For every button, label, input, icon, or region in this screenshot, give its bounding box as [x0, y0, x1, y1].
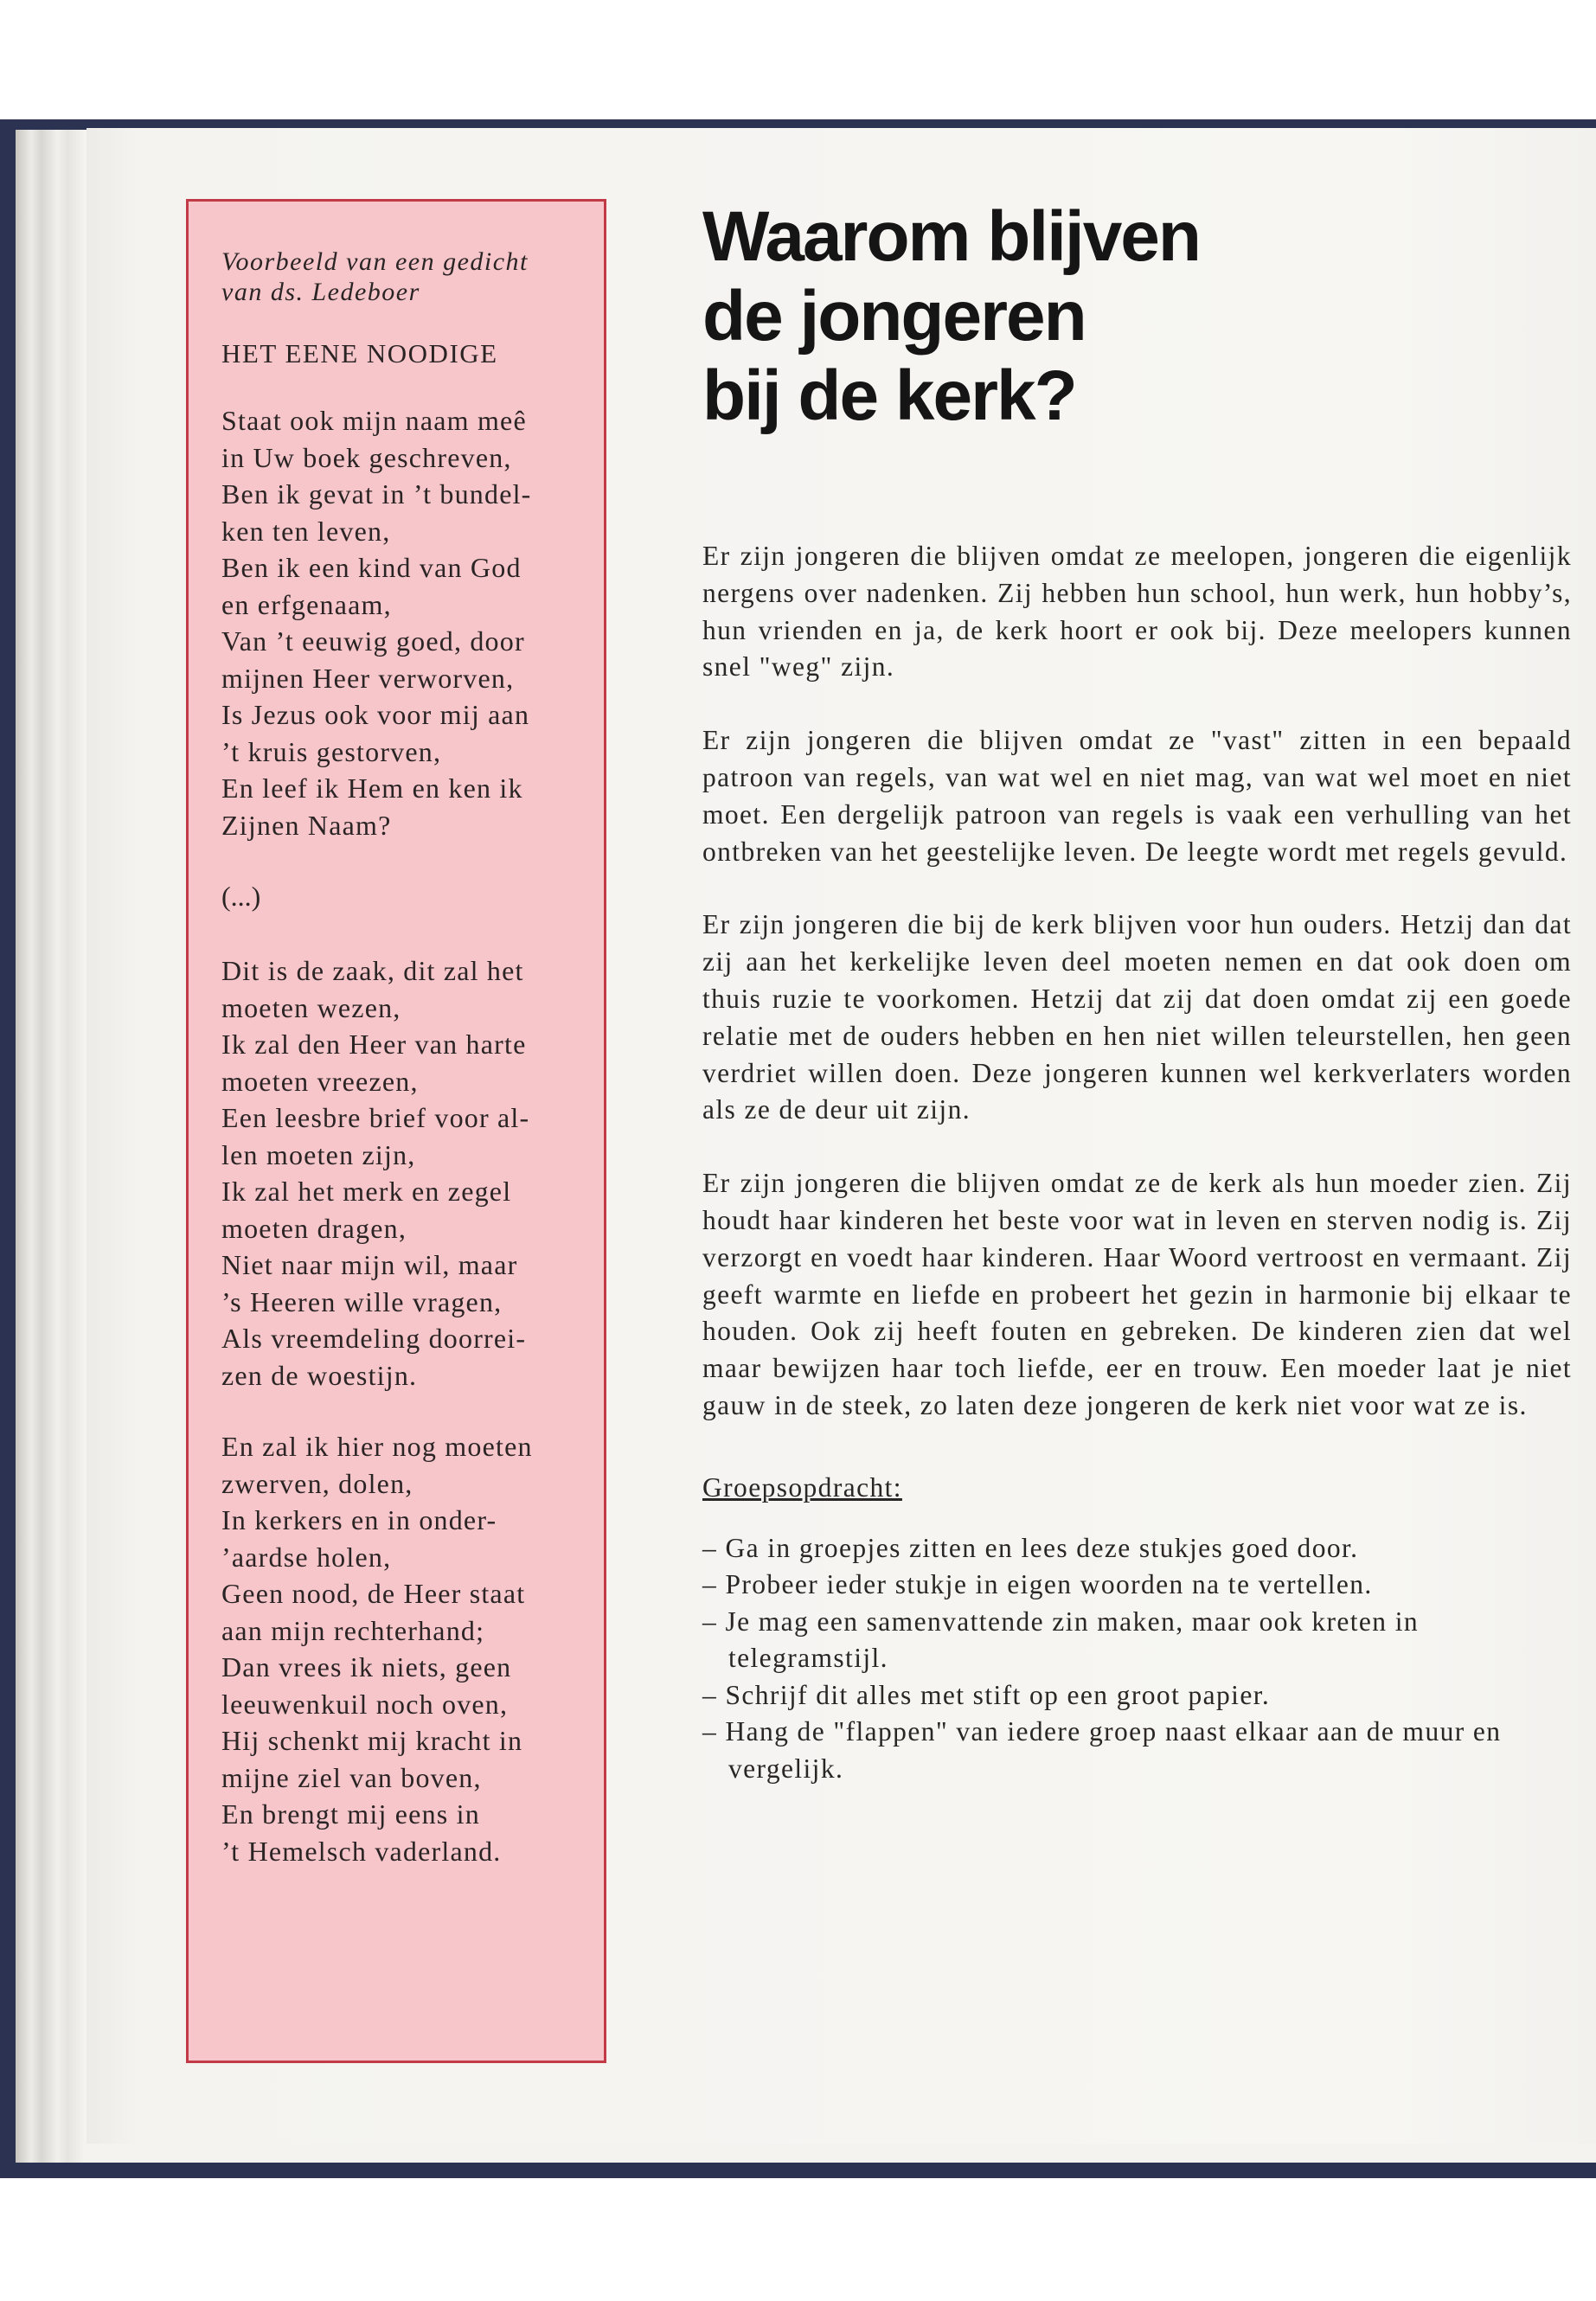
- paragraph-ouders: Er zijn jongeren die bij de kerk blijven voor hun ouders. Hetzij dan dat zij aan het kerkelijke leven deel moeten nemen en dat ook doen om thuis ruzie te voorkomen. Hetzij dat zij dat doen omdat zij een goede relatie met de ouders hebben en hen niet willen teleurstellen, hen geen verdriet willen doen. Deze jongeren kunnen wel kerkverlaters worden als ze de deur uit zijn.: [702, 909, 1572, 1125]
- poem-stanza-3: En zal ik hier nog moeten zwerven, dolen, In kerkers en in onder- ’aardse holen, Geen nood, de Heer staat aan mijn rechterhand; Dan vrees ik niets, geen leeuwenkuil noch oven, Hij schenkt mij kracht in mijne ziel van boven, En brengt mij eens in ’t Hemelsch vaderland.: [221, 1431, 533, 1867]
- poem-stanza-2: Dit is de zaak, dit zal het moeten wezen, Ik zal den Heer van harte moeten vreezen, Een leesbre brief voor al- len moeten zijn, Ik zal het merk en zegel moeten dragen, Niet naar mijn wil, maar ’s Heeren wille vragen, Als vreemdeling doorrei- zen de woestijn.: [221, 955, 530, 1391]
- task-item: – Probeer ieder stukje in eigen woorden na te vertellen.: [702, 1567, 1572, 1604]
- paragraph-meelopers: Er zijn jongeren die blijven omdat ze meelopen, jongeren die eigenlijk nergens over nadenken. Zij hebben hun school, hun werk, hun hobby’s, hun vrienden en ja, de kerk hoort er ook bij. Deze meelopers kunnen snel "weg" zijn.: [702, 541, 1572, 683]
- task-item: – Hang de "flappen" van iedere groep naast elkaar aan de muur en vergelijk.: [702, 1714, 1572, 1787]
- scan-margin: [0, 2178, 1596, 2301]
- poem-stanza-1: Staat ook mijn naam meê in Uw boek geschreven, Ben ik gevat in ’t bundel- ken ten leven, Ben ik een kind van God en erfgenaam, Van ’t eeuwig goed, door mijnen Heer verworven, Is Jezus ook voor mij aan ’t kruis gestorven, En leef ik Hem en ken ik Zijnen Naam?: [221, 405, 532, 841]
- article-title: Waarom blijven de jongeren bij de kerk?: [702, 197, 1200, 435]
- group-assignment-title: Groepsopdracht:: [702, 1471, 902, 1503]
- poem-heading: HET EENE NOODIGE: [221, 338, 498, 369]
- poem-ellipsis: (...): [221, 881, 261, 912]
- paragraph-regels: Er zijn jongeren die blijven omdat ze "vast" zitten in een bepaald patroon van regels, van wat wel en niet mag, van wat wel moet en niet moet. Een dergelijk patroon van regels is vaak een verhulling van het ontbreken van het geestelijke leven. De leegte wordt met regels gevuld.: [702, 725, 1572, 867]
- task-item: – Je mag een samenvattende zin maken, maar ook kreten in telegramstijl.: [702, 1604, 1572, 1677]
- task-item: – Schrijf dit alles met stift op een groot papier.: [702, 1677, 1572, 1715]
- article-body: [702, 538, 1572, 1787]
- paragraph-moeder: Er zijn jongeren die blijven omdat ze de kerk als hun moeder zien. Zij houdt haar kinderen het beste voor wat in leven en sterven nodig is. Zij verzorgt en voedt haar kinderen. Haar Woord vertroost en vermaant. Zij geeft warmte en liefde en probeert het gezin in harmonie bij elkaar te houden. Ook zij heeft fouten en gebreken. De kinderen zien dat wel maar bewijzen haar toch liefde, eer en trouw. Een moeder laat je niet gauw in de steek, zo laten deze jongeren de kerk niet voor wat ze is.: [702, 1168, 1572, 1420]
- task-item: – Ga in groepjes zitten en lees deze stukjes goed door.: [702, 1530, 1572, 1567]
- poem-caption: Voorbeeld van een gedicht van ds. Ledeboer: [221, 247, 529, 306]
- task-list: [702, 1530, 1572, 1788]
- poem-sidebar: [186, 199, 606, 2063]
